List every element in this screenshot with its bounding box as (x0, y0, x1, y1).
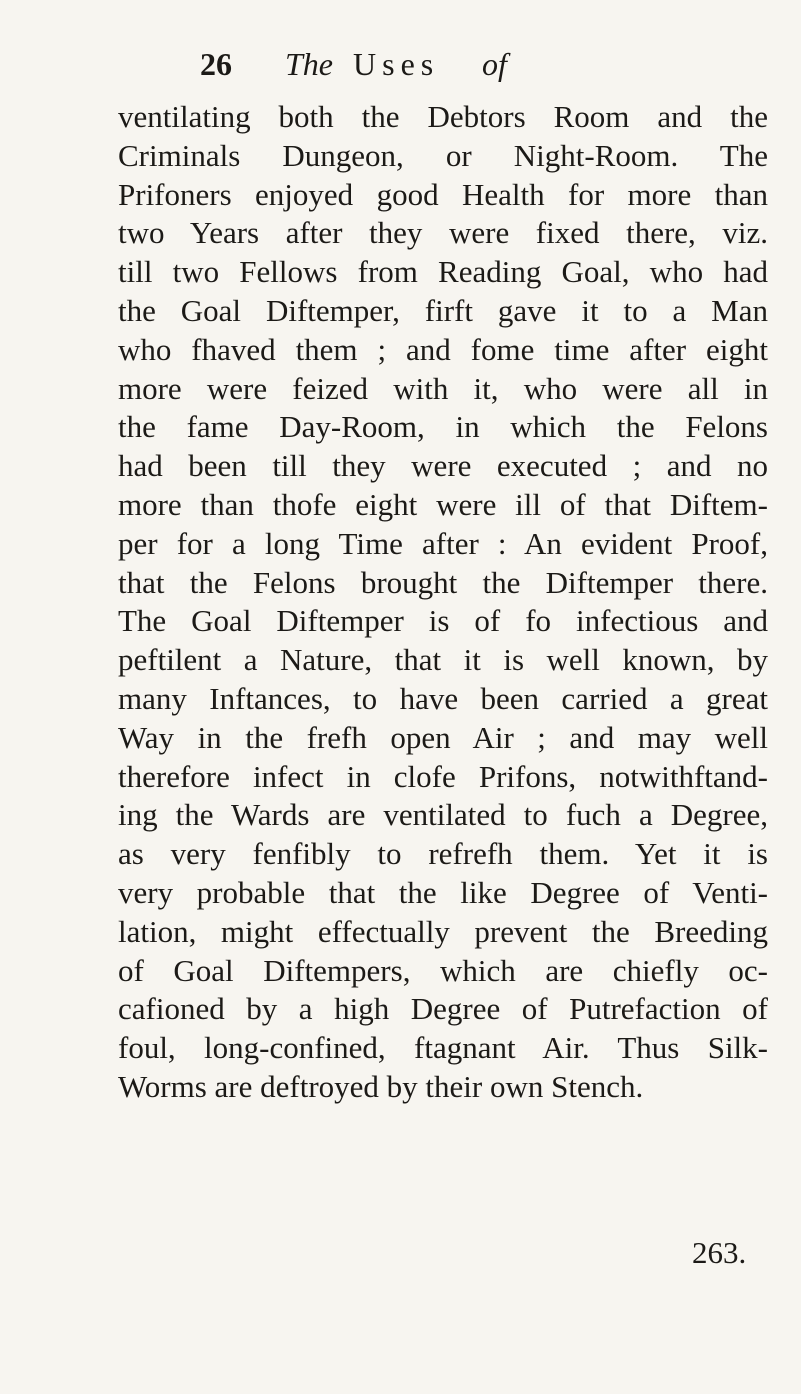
running-title-uses: Uses (353, 46, 440, 82)
running-title-of: of (482, 46, 507, 82)
text-line: per for a long Time after : An evident Proof, (118, 525, 768, 561)
page-number: 26 (200, 46, 232, 82)
text-line: two Years after they were fixed there, viz. (118, 215, 768, 251)
running-title-the: The (285, 46, 333, 82)
text-line: peftilent a Nature, that it is well known, by (118, 642, 768, 678)
text-line: who fhaved them ; and fome time after eight (118, 331, 768, 367)
text-line: Way in the frefh open Air ; and may well (118, 719, 768, 755)
text-line: cafioned by a high Degree of Putrefaction of (118, 991, 768, 1027)
text-line: ventilating both the Debtors Room and the (118, 99, 768, 134)
text-line: more were feized with it, who were all in (118, 370, 768, 406)
text-line: Prifoners enjoyed good Health for more than (118, 176, 768, 212)
text-line: as very fenfibly to refrefh them. Yet it is (118, 836, 768, 872)
text-line: The Goal Diftemper is of fo infectious and (118, 603, 768, 639)
text-line: the fame Day-Room, in which the Felons (118, 409, 768, 445)
text-line: many Inftances, to have been carried a great (118, 680, 768, 716)
text-line: of Goal Diftempers, which are chiefly oc- (118, 952, 768, 988)
text-line: had been till they were executed ; and no (118, 448, 768, 484)
text-line: that the Felons brought the Diftemper there. (118, 564, 768, 600)
running-header (200, 40, 620, 100)
text-line: foul, long-confined, ftagnant Air. Thus Silk- (118, 1030, 768, 1066)
text-line: Worms are deftroyed by their own Stench. (118, 1068, 644, 1104)
text-line: lation, might effectually prevent the Breeding (118, 913, 768, 949)
text-line: till two Fellows from Reading Goal, who had (118, 254, 768, 290)
body-paragraph (118, 98, 768, 1107)
text-line: very probable that the like Degree of Venti- (118, 874, 768, 910)
text-line: therefore infect in clofe Prifons, notwithftand- (118, 758, 768, 794)
text-line: ing the Wards are ventilated to fuch a Degree, (118, 797, 768, 833)
text-line: more than thofe eight were ill of that Diftem- (118, 486, 768, 522)
text-line: the Goal Diftemper, firft gave it to a Man (118, 292, 768, 328)
catchword: 263. (692, 1235, 747, 1270)
text-line: Criminals Dungeon, or Night-Room. The (118, 137, 768, 173)
